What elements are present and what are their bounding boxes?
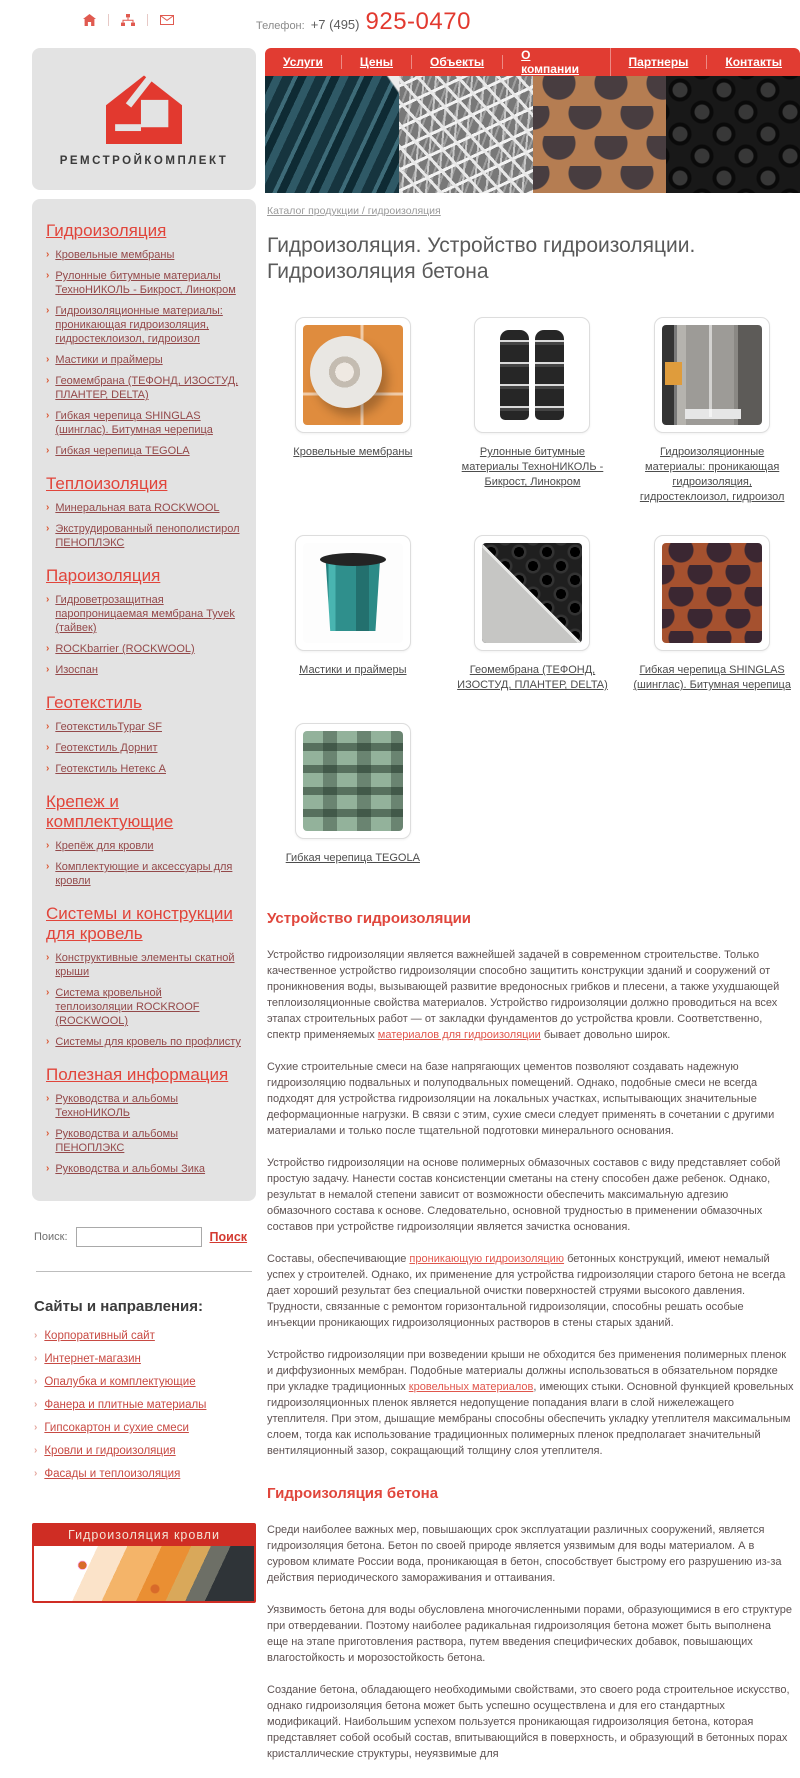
arrow-icon: ›	[46, 270, 50, 281]
roofing-membrane-photo	[303, 325, 403, 425]
sidebar-item-link[interactable]: Конструктивные элементы скатной крыши	[55, 952, 235, 978]
main-column	[265, 48, 800, 1778]
product-image-frame[interactable]	[654, 317, 770, 433]
sidebar-item	[46, 374, 242, 402]
sites-block	[32, 1298, 256, 1481]
paragraph-text: Сухие строительные смеси на базе напрягающих цементов позволяют создавать надежную гидроизоляцию подвальных и полуподвальных помещений. Однако, подобные смеси не всегда подходят для устройства гидроизоляции на локальных участках, испытывающих значительные деформационные нагрузки. В связи с этим, сухие смеси следует применять в сочетании с другими материалами и только после тщательной подготовки минерального основания.	[267, 1061, 775, 1137]
sidebar-item	[46, 593, 242, 635]
sidebar-section-title[interactable]: Геотекстиль	[46, 693, 142, 712]
product-image-frame[interactable]	[474, 535, 590, 651]
article	[265, 910, 800, 1762]
sidebar-item	[46, 741, 242, 755]
arrow-icon: ›	[46, 1128, 50, 1139]
paragraph-text: Среди наиболее важных мер, повышающих срок эксплуатации различных сооружений, является гидроизоляция бетона. Бетон по своей природе является уязвимым для воды материалом. А в суровом климате России вода, проникающая в бетон, способствует быстрому его разрушению из-за действия периодического замораживания и оттаивания.	[267, 1524, 782, 1584]
product-card	[445, 535, 621, 693]
sites-heading: Сайты и направления:	[34, 1298, 203, 1315]
search-input[interactable]	[76, 1227, 202, 1247]
product-link[interactable]: Кровельные мембраны	[293, 446, 413, 458]
article-paragraph	[267, 1251, 794, 1331]
arrow-icon: ›	[46, 305, 50, 316]
arrow-icon: ›	[34, 1353, 38, 1364]
sidebar-section	[46, 566, 242, 586]
sidebar-item	[46, 762, 242, 776]
sidebar-item-link[interactable]: ROCKbarrier (ROCKWOOL)	[55, 643, 195, 655]
article-paragraph	[267, 1347, 794, 1459]
product-link[interactable]: Гибкая черепица SHINGLAS (шинглас). Битумная черепица	[633, 664, 791, 691]
arrow-icon: ›	[46, 249, 50, 260]
sidebar-section	[46, 221, 242, 241]
sidebar-item	[46, 663, 242, 677]
logo-house-icon	[98, 71, 190, 147]
sidebar-item-link[interactable]: Система кровельной теплоизоляции ROCKROOF (ROCKWOOL)	[55, 987, 200, 1027]
product-card	[624, 317, 800, 505]
phone-number: 925-0470	[365, 8, 471, 35]
site-item	[34, 1329, 256, 1343]
sidebar-item-link[interactable]: Геотекстиль Нетекс А	[55, 763, 166, 775]
paragraph-text: Составы, обеспечивающие	[267, 1253, 410, 1265]
product-card	[445, 317, 621, 505]
inline-link[interactable]: материалов для гидроизоляции	[377, 1029, 541, 1041]
sidebar-item-link[interactable]: Экструдированный пенополистирол ПЕНОПЛЭКС	[55, 523, 240, 549]
sidebar-item-link[interactable]: Геотекстиль Дорнит	[55, 742, 158, 754]
arrow-icon: ›	[46, 742, 50, 753]
site-link[interactable]: Интернет-магазин	[44, 1353, 141, 1365]
inline-link[interactable]: проникающую гидроизоляцию	[409, 1253, 565, 1265]
sidebar-section-title[interactable]: Гидроизоляция	[46, 221, 167, 240]
site-item	[34, 1421, 256, 1435]
inline-link[interactable]: кровельных материалов	[408, 1381, 534, 1393]
paragraph-text: , имеющих стыки. Основной функцией кровельных гидроизоляционных пленок является недопущение попадания влаги в слой нижележащего утеплителя. При этом, дышащие мембраны способны обеспечить укладку утеплителя максимальным слоем, тогда как использование традиционных полимерных пленок предполагает значительный вентиляционный зазор, сокращающий толщину слоя утеплителя.	[267, 1381, 794, 1457]
paragraph-text: бетонных конструкций, имеют немалый успех у строителей. Однако, их применение для устройства гидроизоляции старого бетона не всегда дает хороший результат без специальной очистки поверхностей струями высокого давления. Трудности, связанные с ремонтом горизонтальной гидроизоляции, способны решать особые инъекции проникающих гидроизоляционных растворов в стены старых зданий.	[267, 1253, 786, 1329]
sidebar-item	[46, 353, 242, 367]
sidebar-item-link[interactable]: Мастики и праймеры	[55, 354, 163, 366]
arrow-icon: ›	[46, 840, 50, 851]
sidebar-banner[interactable]	[32, 1523, 256, 1603]
arrow-icon: ›	[46, 354, 50, 365]
sidebar-section-items	[46, 951, 242, 1049]
product-image-frame[interactable]	[295, 723, 411, 839]
site-item	[34, 1467, 256, 1481]
site-link[interactable]: Корпоративный сайт	[44, 1330, 155, 1342]
product-image-frame[interactable]	[474, 317, 590, 433]
sidebar-item-link[interactable]: ГеотекстильTypar SF	[55, 721, 162, 733]
phone-label: Телефон:	[256, 20, 305, 32]
arrow-icon: ›	[46, 523, 50, 534]
hero-photo-strip	[265, 76, 800, 193]
sidebar-item	[46, 720, 242, 734]
sidebar-item	[46, 444, 242, 458]
product-card	[265, 723, 441, 866]
home-icon[interactable]	[78, 12, 100, 28]
sidebar-item	[46, 1092, 242, 1120]
sites-list	[32, 1329, 256, 1481]
sidebar-section-items	[46, 501, 242, 550]
sidebar-item	[46, 951, 242, 979]
sidebar-item-link[interactable]: Комплектующие и аксессуары для кровли	[55, 861, 233, 887]
arrow-icon: ›	[46, 1163, 50, 1174]
sidebar-item-link[interactable]: Кровельные мембраны	[55, 249, 175, 261]
sidebar-section-items	[46, 839, 242, 888]
sidebar-section-title[interactable]: Крепеж и комплектующие	[46, 792, 174, 831]
sidebar-item-link[interactable]: Гидроизоляционные материалы: проникающая гидроизоляция, гидростеклоизол, гидроизол	[55, 305, 223, 345]
search-row	[34, 1227, 256, 1247]
product-image-frame[interactable]	[295, 535, 411, 651]
main-nav	[265, 48, 800, 76]
product-link[interactable]: Геомембрана (ТЕФОНД, ИЗОСТУД, ПЛАНТЕР, DELTA)	[457, 664, 608, 691]
mastic-bucket-photo	[303, 543, 403, 643]
site-item	[34, 1444, 256, 1458]
arrow-icon: ›	[46, 1036, 50, 1047]
shinglas-shingles-photo	[662, 543, 762, 643]
paragraph-text: Устройство гидроизоляции при возведении крыши не обходится без применения полимерных пленок и диффузионных мембран. Подобные материалы должны использоваться в обязательном порядке при укладке традиционных	[267, 1349, 787, 1393]
sidebar-item	[46, 269, 242, 297]
site-link[interactable]: Кровли и гидроизоляция	[44, 1445, 176, 1457]
sidebar-item	[46, 839, 242, 853]
paragraph-text: Создание бетона, обладающего необходимыми свойствами, это своего рода строительное искусство, однако гидроизоляция бетона может быть успешно осуществлена и для его стандартных модификаций. Наибольшим успехом пользуется проникающая гидроизоляция бетона, которая представляет собой особый состав, впитывающийся в поверхность, и образующий в бетонных порах кристаллические структуры, неуязвимые для	[267, 1684, 790, 1760]
article-paragraph	[267, 1682, 794, 1762]
nav-item-Объекты[interactable]: Объекты	[412, 55, 503, 69]
product-image-frame[interactable]	[295, 317, 411, 433]
sidebar-item-link[interactable]: Геомембрана (ТЕФОНД, ИЗОСТУД, ПЛАНТЕР, DELTA)	[55, 375, 239, 401]
nav-item-Партнеры[interactable]: Партнеры	[611, 55, 708, 69]
hero-fibers-texture-photo	[399, 76, 533, 193]
bitumen-rolls-photo	[482, 325, 582, 425]
sidebar-section-title[interactable]: Полезная информация	[46, 1065, 229, 1084]
nav-item-Цены[interactable]: Цены	[342, 55, 412, 69]
sidebar-section	[46, 792, 242, 832]
sidebar-item	[46, 1127, 242, 1155]
site-item	[34, 1398, 256, 1412]
catalog-menu	[32, 199, 256, 1201]
paragraph-text: Уязвимость бетона для воды обусловлена многочисленными порами, образующимися в его структуре при отвердевании. Поэтому наиболее радикальная гидроизоляция бетона может быть выполнена еще на этапе приготовления раствора, путем введения специфических добавок, повышающих влагостойкость и морозостойкость бетона.	[267, 1604, 792, 1664]
sidebar-item	[46, 409, 242, 437]
arrow-icon: ›	[34, 1330, 38, 1341]
arrow-icon: ›	[46, 594, 50, 605]
site-link[interactable]: Гипсокартон и сухие смеси	[44, 1422, 189, 1434]
product-link[interactable]: Гидроизоляционные материалы: проникающая гидроизоляция, гидростеклоизол, гидроизол	[639, 446, 785, 503]
breadcrumb-link[interactable]: Каталог продукции / гидроизоляция	[267, 205, 441, 217]
sidebar-item-link[interactable]: Руководства и альбомы ТехноНИКОЛЬ	[55, 1093, 179, 1119]
search-label: Поиск:	[34, 1231, 68, 1243]
search-button[interactable]: Поиск	[209, 1230, 248, 1244]
article-paragraph	[267, 1155, 794, 1235]
arrow-icon: ›	[34, 1468, 38, 1479]
arrow-icon: ›	[46, 861, 50, 872]
arrow-icon: ›	[46, 1093, 50, 1104]
sidebar-section	[46, 474, 242, 494]
product-card	[265, 535, 441, 693]
article-heading: Устройство гидроизоляции	[267, 910, 472, 927]
sidebar-section	[46, 904, 242, 944]
divider	[108, 14, 109, 26]
hero-membrane-rolls-photo	[265, 76, 399, 193]
divider	[147, 14, 148, 26]
arrow-icon: ›	[46, 952, 50, 963]
logo[interactable]	[32, 48, 256, 190]
product-link[interactable]: Рулонные битумные материалы ТехноНИКОЛЬ - Бикрост, Линокром	[461, 446, 604, 488]
phone-block	[256, 0, 471, 36]
article-heading: Гидроизоляция бетона	[267, 1485, 439, 1502]
sidebar-item	[46, 501, 242, 515]
sidebar-item	[46, 304, 242, 346]
sidebar-section-items	[46, 1092, 242, 1176]
sidebar-item	[46, 522, 242, 550]
site-item	[34, 1375, 256, 1389]
arrow-icon: ›	[46, 410, 50, 421]
arrow-icon: ›	[46, 375, 50, 386]
header-quick-links	[0, 0, 256, 28]
sidebar-banner-title: Гидроизоляция кровли	[34, 1525, 254, 1546]
hero-dimple-membrane-photo	[666, 76, 800, 193]
breadcrumb	[267, 205, 800, 217]
arrow-icon: ›	[34, 1422, 38, 1433]
sidebar-item	[46, 986, 242, 1028]
sidebar-section-title[interactable]: Теплоизоляция	[46, 474, 168, 493]
article-paragraph	[267, 1602, 794, 1666]
sitemap-icon[interactable]	[117, 12, 139, 28]
sidebar-item	[46, 248, 242, 262]
tegola-shingles-photo	[303, 731, 403, 831]
sidebar-section	[46, 1065, 242, 1085]
sidebar-item-link[interactable]: Системы для кровель по профлисту	[55, 1036, 241, 1048]
sidebar-item-link[interactable]: Руководства и альбомы ПЕНОПЛЭКС	[55, 1128, 179, 1154]
sidebar-item-link[interactable]: Руководства и альбомы Зика	[55, 1163, 206, 1175]
sidebar-section-title[interactable]: Пароизоляция	[46, 566, 161, 585]
top-header	[0, 0, 800, 48]
site-item	[34, 1352, 256, 1366]
sidebar-item-link[interactable]: Гибкая черепица SHINGLAS (шинглас). Битумная черепица	[55, 410, 213, 436]
phone-prefix: +7 (495)	[310, 17, 360, 32]
arrow-icon: ›	[34, 1445, 38, 1456]
nav-item-Контакты[interactable]: Контакты	[725, 55, 782, 69]
arrow-icon: ›	[46, 721, 50, 732]
paragraph-text: Устройство гидроизоляции является важнейшей задачей в современном строительстве. Только качественное устройство гидроизоляции способно защитить конструкции зданий и сооружений от проникновения воды, вызывающей развитие вредоносных грибков и плесени, а также ухудшающей теплоизоляционные свойства материалов. Устройство гидроизоляции должно проводиться на всех этапах строительных работ — от закладки фундаментов до устройства кровли. Соответственно, спектр применяемых	[267, 949, 780, 1041]
arrow-icon: ›	[46, 502, 50, 513]
arrow-icon: ›	[34, 1399, 38, 1410]
sidebar-item-link[interactable]: Изоспан	[55, 664, 98, 676]
sidebar-item-link[interactable]: Крепёж для кровли	[55, 840, 154, 852]
article-paragraph	[267, 947, 794, 1043]
paragraph-text: Устройство гидроизоляции на основе полимерных обмазочных составов с виду представляет собой простую задачу. Нанести состав консистенции сметаны на стену способен даже ребенок. Однако, результат в немалой степени зависит от возможности обеспечить максимальную адгезию обмазочного состава к основе. Следовательно, основной трудностью в применении обмазочных составов при устройстве гидроизоляции является зачистка основания.	[267, 1157, 781, 1233]
product-image-frame[interactable]	[654, 535, 770, 651]
sidebar	[32, 48, 256, 1603]
sidebar-item	[46, 1035, 242, 1049]
sidebar-section-items	[46, 593, 242, 677]
sidebar-section-items	[46, 248, 242, 458]
sidebar-item	[46, 860, 242, 888]
nav-item-О компании[interactable]: О компании	[503, 48, 610, 76]
sidebar-item	[46, 1162, 242, 1176]
product-link[interactable]: Мастики и праймеры	[299, 664, 407, 676]
roof-layers-photo	[34, 1546, 254, 1601]
sidebar-section-items	[46, 720, 242, 776]
geomembrane-photo	[482, 543, 582, 643]
arrow-icon: ›	[34, 1376, 38, 1387]
article-paragraph	[267, 1059, 794, 1139]
mail-icon[interactable]	[156, 12, 178, 28]
arrow-icon: ›	[46, 643, 50, 654]
sidebar-item	[46, 642, 242, 656]
product-link[interactable]: Гибкая черепица TEGOLA	[285, 852, 420, 864]
logo-text: РЕМСТРОЙКОМПЛЕКТ	[59, 155, 229, 167]
arrow-icon: ›	[46, 445, 50, 456]
sidebar-item-link[interactable]: Гидроветрозащитная паропроницаемая мембрана Tyvek (тайвек)	[55, 594, 235, 634]
page-title: Гидроизоляция. Устройство гидроизоляции. Гидроизоляция бетона	[267, 234, 696, 283]
paragraph-text: бывает довольно широк.	[540, 1029, 671, 1041]
site-link[interactable]: Опалубка и комплектующие	[44, 1376, 196, 1388]
sidebar-item-link[interactable]: Рулонные битумные материалы ТехноНИКОЛЬ - Бикрост, Линокром	[55, 270, 236, 296]
product-card	[624, 535, 800, 693]
sidebar-section-title[interactable]: Системы и конструкции для кровель	[46, 904, 233, 943]
nav-item-Услуги[interactable]: Услуги	[265, 55, 342, 69]
product-card	[265, 317, 441, 505]
sidebar-item-link[interactable]: Минеральная вата ROCKWOOL	[55, 502, 220, 514]
article-paragraph	[267, 1522, 794, 1586]
product-grid	[265, 317, 800, 866]
sidebar-section	[46, 693, 242, 713]
arrow-icon: ›	[46, 987, 50, 998]
arrow-icon: ›	[46, 763, 50, 774]
sidebar-item-link[interactable]: Гибкая черепица TEGOLA	[55, 445, 190, 457]
arrow-icon: ›	[46, 664, 50, 675]
hero-shingles-photo	[533, 76, 667, 193]
divider	[36, 1271, 252, 1272]
site-link[interactable]: Фанера и плитные материалы	[44, 1399, 207, 1411]
penetrating-waterproofing-photo	[662, 325, 762, 425]
site-link[interactable]: Фасады и теплоизоляция	[44, 1468, 181, 1480]
